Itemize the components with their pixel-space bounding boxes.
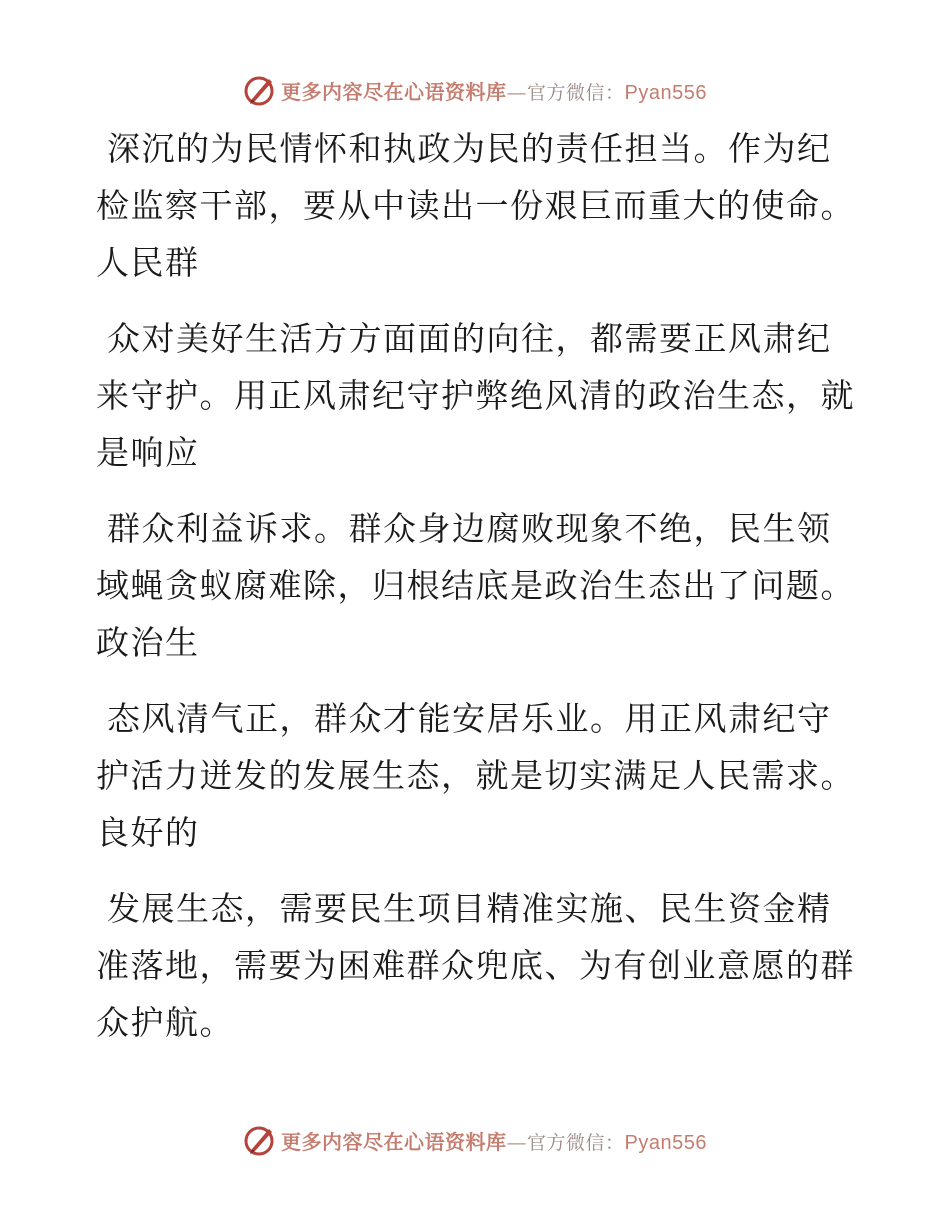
banner-label: 官方微信：: [527, 81, 625, 104]
document-body: [96, 120, 866, 1051]
banner-account: Pyan556: [624, 1131, 707, 1154]
paragraph-5: [96, 880, 866, 1051]
paragraph-4: [96, 690, 866, 861]
banner-brand: 更多内容尽在心语资料库: [281, 1129, 507, 1154]
text-line: 准落地，需要为困难群众兜底、为有创业意愿的群: [96, 946, 855, 985]
banner-account: Pyan556: [624, 81, 707, 104]
paragraph-1: [96, 120, 866, 291]
paragraph-2: [96, 310, 866, 481]
banner-brand: 更多内容尽在心语资料库: [281, 79, 507, 104]
text-line: 群众利益诉求。群众身边腐败现象不绝，民生领: [107, 509, 832, 548]
text-line: 域蝇贪蚁腐难除，归根结底是政治生态出了问题。: [96, 566, 855, 605]
text-line: 来守护。用正风肃纪守护弊绝风清的政治生态，就: [96, 376, 855, 415]
banner-label: 官方微信：: [527, 1131, 625, 1154]
banner-dash: —: [506, 79, 527, 104]
text-line: 良好的: [96, 813, 200, 852]
paragraph-3: [96, 500, 866, 671]
header-banner: [0, 70, 950, 110]
quill-pen-logo-icon: [243, 73, 277, 107]
text-line: 人民群: [96, 243, 200, 282]
footer-banner: [0, 1120, 950, 1160]
text-line: 政治生: [96, 623, 200, 662]
text-line: 是响应: [96, 433, 200, 472]
text-line: 检监察干部，要从中读出一份艰巨而重大的使命。: [96, 186, 855, 225]
text-line: 态风清气正，群众才能安居乐业。用正风肃纪守: [107, 699, 832, 738]
text-line: 深沉的为民情怀和执政为民的责任担当。作为纪: [107, 129, 832, 168]
text-line: 发展生态，需要民生项目精准实施、民生资金精: [107, 889, 832, 928]
quill-pen-logo-icon: [243, 1123, 277, 1157]
text-line: 护活力迸发的发展生态，就是切实满足人民需求。: [96, 756, 855, 795]
text-line: 众对美好生活方方面面的向往，都需要正风肃纪: [107, 319, 832, 358]
banner-dash: —: [506, 1129, 527, 1154]
text-line: 众护航。: [96, 1003, 234, 1042]
